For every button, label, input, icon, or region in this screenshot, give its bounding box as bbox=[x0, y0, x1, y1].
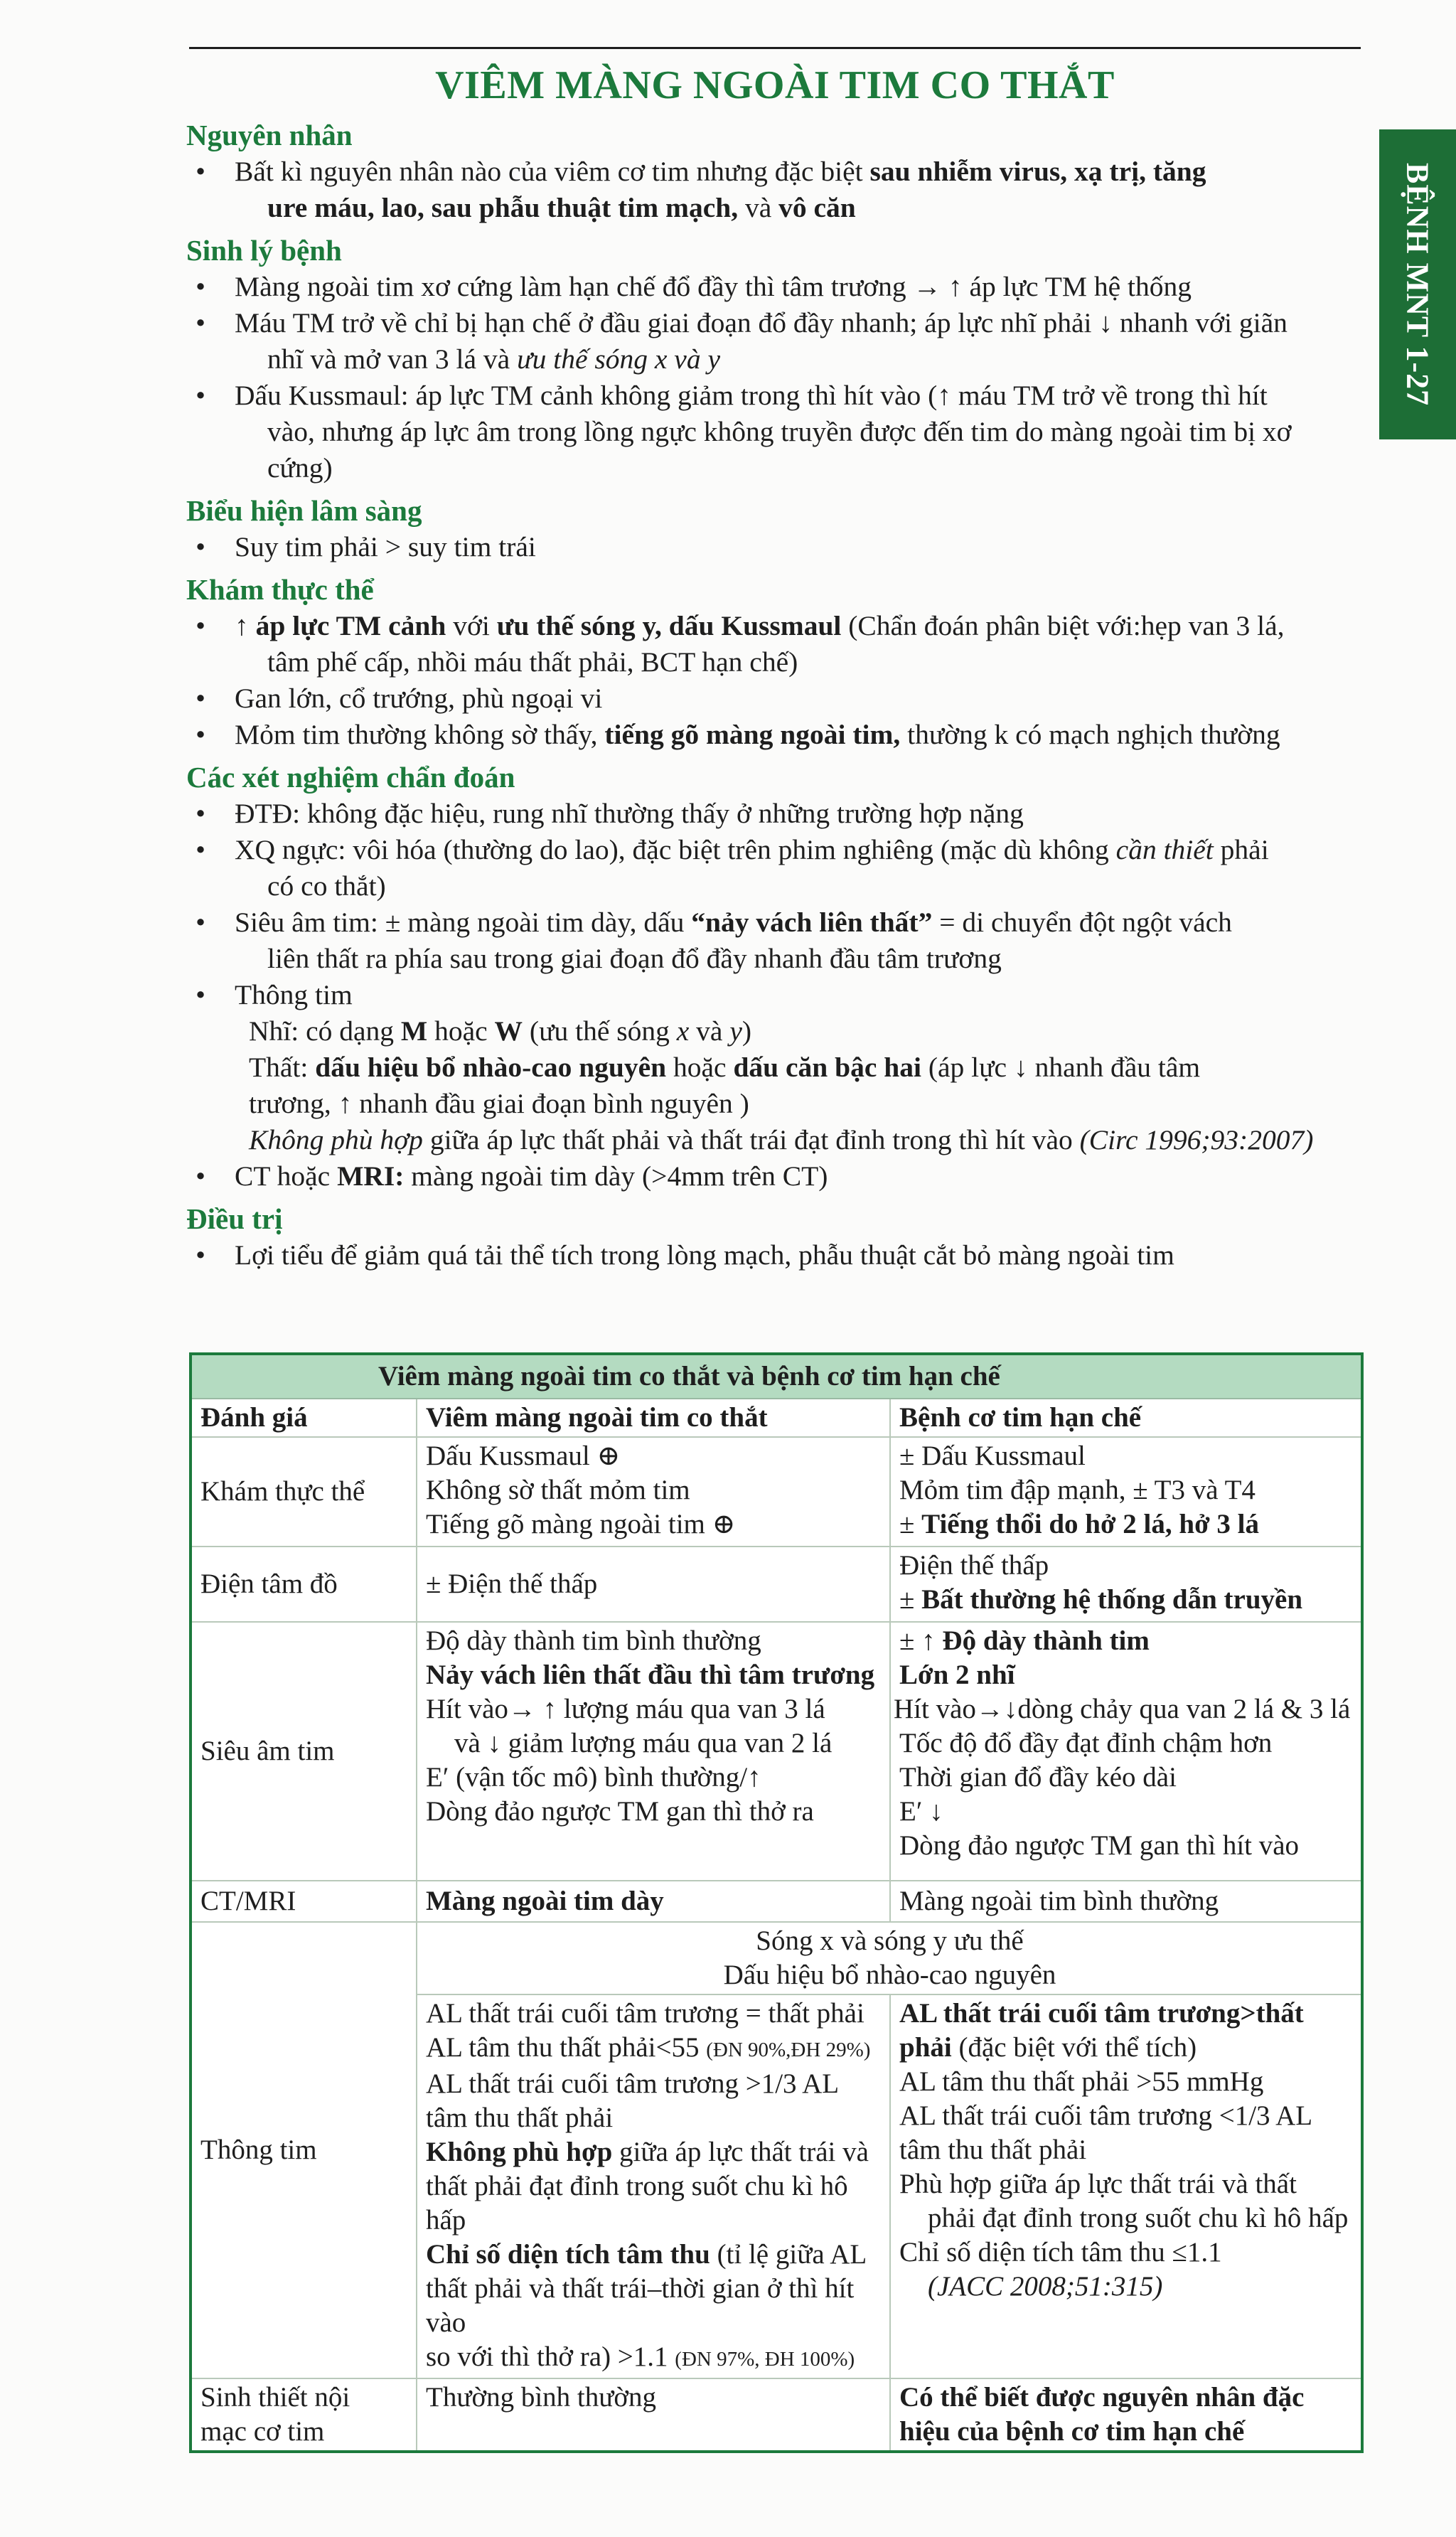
list-item: • Mỏm tim thường không sờ thấy, tiếng gõ màng ngoài tim, thường k có mạch nghịch thường bbox=[186, 717, 1366, 753]
header-cell: Viêm màng ngoài tim co thắt bbox=[417, 1399, 890, 1437]
header-cell: Đánh giá bbox=[191, 1399, 417, 1437]
table-cell: ± Dấu Kussmaul Mỏm tim đập mạnh, ± T3 và T4 ± Tiếng thổi do hở 2 lá, hở 3 lá bbox=[890, 1437, 1362, 1547]
table-cell-shared: Sóng x và sóng y ưu thế Dấu hiệu bổ nhào-cao nguyên bbox=[417, 1922, 1362, 1994]
table-cell: Dấu Kussmaul ⊕ Không sờ thất mỏm tim Tiếng gõ màng ngoài tim ⊕ bbox=[417, 1437, 890, 1547]
table-cell: AL thất trái cuối tâm trương>thất phải (đặc biệt với thể tích) AL tâm thu thất phải >55 mmHg AL thất trái cuối tâm trương <1/3 AL tâm thu thất phải Phù hợp giữa áp lực thất trái và thất phải đạt đỉnh trong suốt chu kì hô hấp Chỉ số diện tích tâm thu ≤1.1 (JACC 2008;51:315) bbox=[890, 1994, 1362, 2378]
chapter-side-tab bbox=[1379, 129, 1456, 439]
table-row bbox=[191, 1437, 1362, 1547]
section-heading-kham-thuc-the: Khám thực thể bbox=[186, 573, 374, 606]
table-cell: Thường bình thường bbox=[417, 2378, 890, 2452]
table-row bbox=[191, 1622, 1362, 1881]
table-row bbox=[191, 1922, 1362, 1994]
sub-item: Nhĩ: có dạng M hoặc W (ưu thế sóng x và y) bbox=[249, 1015, 752, 1047]
list-item: • Dấu Kussmaul: áp lực TM cảnh không giảm trong thì hít vào (↑ máu TM trở về trong thì hít vào, nhưng áp lực âm trong lồng ngực không truyền được đến tim do màng ngoài tim bị xơ cứng) bbox=[186, 378, 1366, 486]
table-cell: Điện thế thấp ± Bất thường hệ thống dẫn truyền bbox=[890, 1547, 1362, 1622]
sub-item: trương, ↑ nhanh đầu giai đoạn bình nguyên ) bbox=[249, 1088, 749, 1119]
table-cell: ± Điện thế thấp bbox=[417, 1547, 890, 1622]
side-tab-label: BỆNH MNT 1-27 bbox=[1400, 162, 1435, 407]
list-item: • Màng ngoài tim xơ cứng làm hạn chế đổ đầy thì tâm trương → ↑ áp lực TM hệ thống bbox=[186, 269, 1366, 305]
row-label: Sinh thiết nội mạc cơ tim bbox=[191, 2378, 417, 2452]
row-label: Thông tim bbox=[191, 1922, 417, 2378]
list-item: • CT hoặc MRI: màng ngoài tim dày (>4mm trên CT) bbox=[186, 1158, 1366, 1195]
table-cell: Có thể biết được nguyên nhân đặc hiệu của bệnh cơ tim hạn chế bbox=[890, 2378, 1362, 2452]
list-item: • Bất kì nguyên nhân nào của viêm cơ tim nhưng đặc biệt sau nhiễm virus, xạ trị, tăng ure máu, lao, sau phẫu thuật tim mạch, và vô căn bbox=[186, 154, 1366, 226]
list-item: • ĐTĐ: không đặc hiệu, rung nhĩ thường thấy ở những trường hợp nặng bbox=[186, 796, 1366, 832]
list-item: • XQ ngực: vôi hóa (thường do lao), đặc biệt trên phim nghiêng (mặc dù không cần thiết phải có co thắt) bbox=[186, 832, 1366, 904]
comparison-table bbox=[189, 1352, 1364, 2453]
table-caption: Viêm màng ngoài tim co thắt và bệnh cơ tim hạn chế bbox=[191, 1354, 1362, 1399]
table-cell: Độ dày thành tim bình thường Nảy vách liên thất đầu thì tâm trương Hít vào→ ↑ lượng máu qua van 3 lá và ↓ giảm lượng máu qua van 2 lá E′ (vận tốc mô) bình thường/↑ Dòng đảo ngược TM gan thì thở ra bbox=[417, 1622, 890, 1881]
section-heading-sinh-ly-benh: Sinh lý bệnh bbox=[186, 234, 342, 267]
list-item: • ↑ áp lực TM cảnh với ưu thế sóng y, dấu Kussmaul (Chẩn đoán phân biệt với:hẹp van 3 lá, tâm phế cấp, nhồi máu thất phải, BCT hạn chế) bbox=[186, 608, 1366, 680]
row-label: Khám thực thể bbox=[191, 1437, 417, 1547]
list-item: • Suy tim phải > suy tim trái bbox=[186, 529, 1366, 565]
table-caption-row bbox=[191, 1354, 1362, 1399]
table-row bbox=[191, 2378, 1362, 2452]
table-row bbox=[191, 1881, 1362, 1922]
header-cell: Bệnh cơ tim hạn chế bbox=[890, 1399, 1362, 1437]
table-cell: AL thất trái cuối tâm trương = thất phải AL tâm thu thất phải<55 (ĐN 90%,ĐH 29%) AL thất trái cuối tâm trương >1/3 AL tâm thu thất phải Không phù hợp giữa áp lực thất trái và thất phải đạt đỉnh trong suốt chu kì hô hấp Chỉ số diện tích tâm thu (tỉ lệ giữa AL thất phải và thất trái–thời gian ở thì hít vào so với thì thở ra) >1.1 (ĐN 97%, ĐH 100%) bbox=[417, 1994, 890, 2378]
section-heading-xet-nghiem: Các xét nghiệm chẩn đoán bbox=[186, 761, 515, 794]
section-heading-bieu-hien: Biểu hiện lâm sàng bbox=[186, 494, 422, 527]
table-row bbox=[191, 1547, 1362, 1622]
table-cell: Màng ngoài tim dày bbox=[417, 1881, 890, 1922]
list-item: • Siêu âm tim: ± màng ngoài tim dày, dấu “nảy vách liên thất” = di chuyển đột ngột vách liên thất ra phía sau trong giai đoạn đổ đầy nhanh đầu tâm trương bbox=[186, 904, 1366, 977]
list-item: • Gan lớn, cổ trướng, phù ngoại vi bbox=[186, 680, 1366, 717]
table-cell: ± ↑ Độ dày thành tim Lớn 2 nhĩ Hít vào→↓dòng chảy qua van 2 lá & 3 lá Tốc độ đổ đầy đạt đỉnh chậm hơn Thời gian đổ đầy kéo dài E′ ↓ Dòng đảo ngược TM gan thì hít vào bbox=[890, 1622, 1362, 1881]
section-heading-nguyen-nhan: Nguyên nhân bbox=[186, 119, 353, 151]
sub-item: Không phù hợp giữa áp lực thất phải và thất trái đạt đỉnh trong thì hít vào (Circ 1996;93:2007) bbox=[249, 1124, 1314, 1155]
row-label: CT/MRI bbox=[191, 1881, 417, 1922]
section-heading-dieu-tri: Điều trị bbox=[186, 1202, 283, 1235]
table-cell: Màng ngoài tim bình thường bbox=[890, 1881, 1362, 1922]
list-item: • Thông tim bbox=[186, 977, 1366, 1013]
list-item: • Máu TM trở về chỉ bị hạn chế ở đầu giai đoạn đổ đầy nhanh; áp lực nhĩ phải ↓ nhanh với giãn nhĩ và mở van 3 lá và ưu thế sóng x và y bbox=[186, 305, 1366, 378]
top-rule bbox=[189, 47, 1361, 49]
content-body bbox=[186, 117, 1366, 1273]
table-header-row bbox=[191, 1399, 1362, 1437]
row-label: Siêu âm tim bbox=[191, 1622, 417, 1881]
page-title: VIÊM MÀNG NGOÀI TIM CO THẮT bbox=[435, 63, 1115, 107]
row-label: Điện tâm đồ bbox=[191, 1547, 417, 1622]
sub-item: Thất: dấu hiệu bổ nhào-cao nguyên hoặc dấu căn bậc hai (áp lực ↓ nhanh đầu tâm bbox=[249, 1052, 1201, 1083]
list-item: • Lợi tiểu để giảm quá tải thể tích trong lòng mạch, phẫu thuật cắt bỏ màng ngoài tim bbox=[186, 1237, 1366, 1273]
